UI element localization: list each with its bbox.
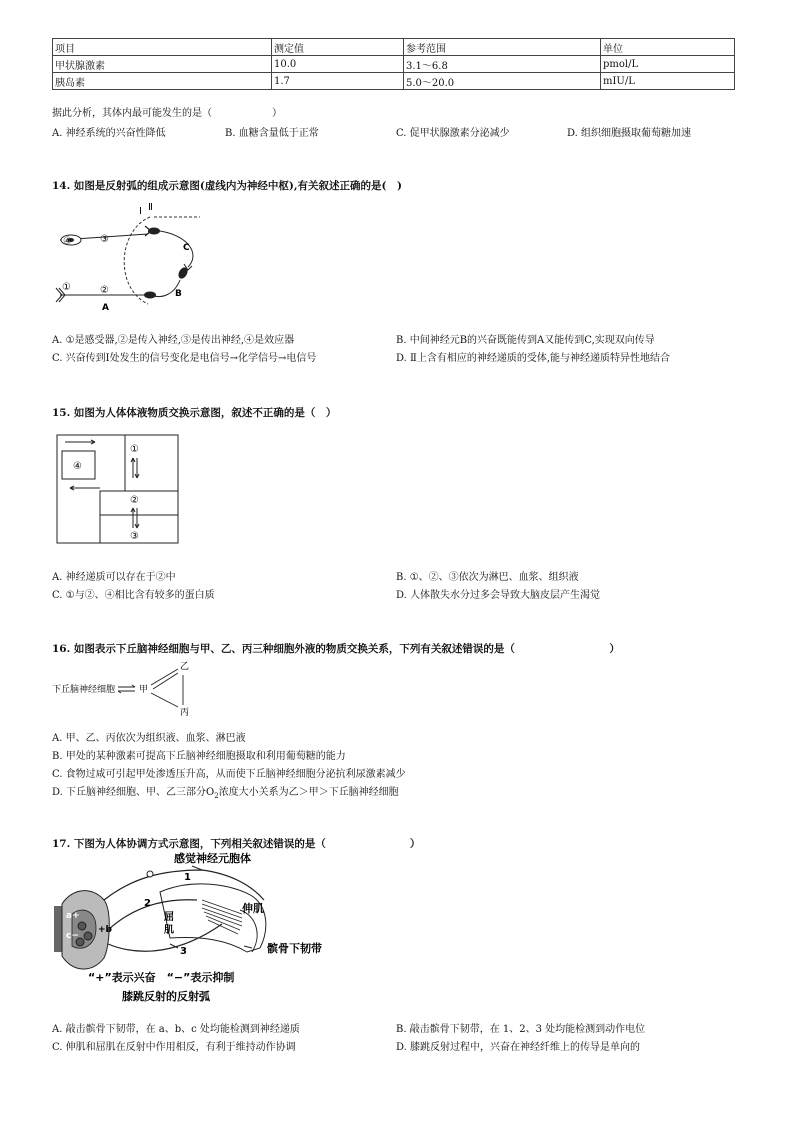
q17-option-c: C. 伸肌和屈肌在反射中作用相反，有利于维持动作协调 [52,1042,296,1053]
table-cell: 3.1～6.8 [404,56,601,73]
q15-option-a: A. 神经递质可以存在于②中 [52,572,176,583]
label-patellar-tendon: 髌骨下韧带 [267,942,322,955]
table-header-cell: 参考范围 [404,39,601,56]
q13-option-a: A. 神经系统的兴奋性降低 [52,128,166,139]
label-bing: 丙 [180,708,190,718]
label-flexor-2: 肌 [164,925,174,936]
table-cell: pmol/L [601,56,735,73]
label-extensor: 伸肌 [242,902,264,915]
q15-option-c: C. ①与②、④相比含有较多的蛋白质 [52,590,215,601]
q13-option-c: C. 促甲状腺激素分泌减少 [396,128,510,139]
table-cell: 胰岛素 [53,73,272,90]
q15-stem: 15. 如图为人体体液物质交换示意图，叙述不正确的是（ ） [52,407,337,419]
q16-option-d-pre: D. 下丘脑神经细胞、甲、乙三部分O [52,787,215,798]
table-cell: 5.0～20.0 [404,73,601,90]
label-b-plus: +b [98,925,112,935]
label-3: ③ [130,531,139,542]
table-header-cell: 项目 [53,39,272,56]
q13-stem: 据此分析，其体内最可能发生的是（ ） [52,108,282,119]
label-A: A [102,303,109,313]
label-hypothalamus-cell: 下丘脑神经细胞 [52,685,116,695]
label-sensory-neuron-body: 感觉神经元胞体 [174,852,251,865]
caption: 膝跳反射的反射弧 [122,990,210,1003]
q16-option-d-sub: 2 [214,792,219,800]
table-cell: mIU/L [601,73,735,90]
table-cell: 甲状腺激素 [53,56,272,73]
q14-option-c: C. 兴奋传到Ⅰ处发生的信号变化是电信号→化学信号→电信号 [52,353,317,364]
q14-option-d: D. Ⅱ上含有相应的神经递质的受体,能与神经递质特异性地结合 [396,353,670,364]
q17-stem: 17. 下图为人体协调方式示意图，下列相关叙述错误的是（ ） [52,838,421,850]
q16-stem: 16. 如图表示下丘脑神经细胞与甲、乙、丙三种细胞外液的物质交换关系，下列有关叙述错误的是（ ） [52,643,620,655]
label-jia: 甲 [139,685,149,695]
q14-option-a: A. ①是感受器,②是传入神经,③是传出神经,④是效应器 [52,335,295,346]
q13-option-d: D. 组织细胞摄取葡萄糖加速 [567,128,692,139]
label-I: Ⅰ [139,206,142,217]
label-a-plus: a+ [66,911,80,921]
label-1: 1 [184,872,191,883]
q15-option-d: D. 人体散失水分过多会导致大脑皮层产生渴觉 [396,590,601,601]
q14-stem: 14. 如图是反射弧的组成示意图(虚线内为神经中枢),有关叙述正确的是( ) [52,180,402,192]
knee-jerk-reflex-diagram [52,848,322,1010]
q17-option-d: D. 膝跳反射过程中，兴奋在神经纤维上的传导是单向的 [396,1042,641,1053]
q17-option-b: B. 敲击髌骨下韧带，在 1、2、3 处均能检测到动作电位 [396,1024,646,1035]
q13-option-b: B. 血糖含量低于正常 [225,128,319,139]
table-row [53,73,735,90]
q16-option-d-post: 浓度大小关系为乙＞甲＞下丘脑神经细胞 [218,787,399,798]
table-header-cell: 单位 [601,39,735,56]
q17-option-a: A. 敲击髌骨下韧带，在 a、b、c 处均能检测到神经递质 [52,1024,300,1035]
table-header-cell: 测定值 [272,39,404,56]
label-2: 2 [144,898,151,909]
label-3: ③ [100,234,109,245]
table-row [53,56,735,73]
label-1: ① [130,444,139,455]
label-4: ④ [73,461,82,472]
q15-option-b: B. ①、②、③依次为淋巴、血浆、组织液 [396,572,579,583]
label-B: B [175,289,182,299]
legend: “+”表示兴奋 “−”表示抑制 [88,971,235,984]
table-cell: 10.0 [272,56,404,73]
q16-option-b: B. 甲处的某种激素可提高下丘脑神经细胞摄取和利用葡萄糖的能力 [52,751,346,762]
label-C: C [183,243,190,253]
lab-results-table [52,38,735,90]
label-2: ② [100,285,109,296]
table-cell: 1.7 [272,73,404,90]
q16-option-c: C. 食物过咸可引起甲处渗透压升高，从而使下丘脑神经细胞分泌抗利尿激素减少 [52,769,406,780]
hypothalamus-exchange-diagram [50,657,210,719]
reflex-arc-diagram [50,200,210,316]
q14-option-b: B. 中间神经元B的兴奋既能传到A又能传到C,实现双向传导 [396,335,655,346]
label-II: Ⅱ [148,202,153,213]
q16-option-d [52,783,399,800]
q16-option-a: A. 甲、乙、丙依次为组织液、血浆、淋巴液 [52,733,246,744]
label-4: ④ [63,236,72,247]
label-2: ② [130,495,139,506]
label-flexor-1: 屈 [164,912,174,923]
body-fluid-diagram [55,433,180,545]
label-yi: 乙 [180,662,190,672]
label-c-minus: c− [66,931,79,941]
label-3: 3 [180,946,187,957]
label-1: ① [62,282,71,293]
table-header-row [53,39,735,56]
